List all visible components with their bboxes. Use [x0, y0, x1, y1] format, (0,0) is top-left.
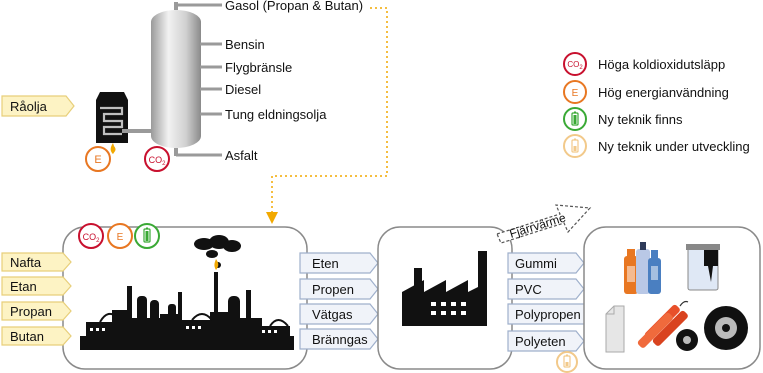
input-label: Etan: [10, 279, 37, 294]
svg-text:CO2: $CO_2$: [82, 232, 100, 244]
intermediate-label: Propen: [312, 282, 354, 297]
intermediate-label: Vätgas: [312, 307, 353, 322]
bucket-icon: [686, 244, 720, 290]
crude-oil-label: Råolja: [10, 99, 47, 114]
fraction-label: Flygbränsle: [225, 60, 293, 75]
distillation-column: [151, 2, 201, 156]
product-arrow: [508, 279, 584, 299]
intermediate-products: [300, 253, 378, 349]
cracker-inputs: [2, 253, 71, 345]
legend-item: [564, 53, 725, 75]
co2-badge: [145, 147, 169, 171]
district-heating-arrow: [497, 205, 590, 243]
legend-item: [564, 81, 729, 103]
legend-item: [564, 135, 750, 157]
intermediate-label: Eten: [312, 256, 339, 271]
intermediate-label: Bränngas: [312, 332, 368, 347]
fraction-label: Gasol (Propan & Butan): [225, 0, 364, 13]
furnace-icon: [96, 92, 128, 154]
input-arrow: [2, 327, 71, 345]
input-arrow: [2, 302, 71, 320]
svg-text:CO2: $CO_2$: [148, 155, 166, 167]
fraction-label: Tung eldningsolja: [225, 107, 327, 122]
product-label: Gummi: [515, 256, 557, 271]
energy-badge: [108, 224, 132, 248]
input-label: Nafta: [10, 255, 42, 270]
input-label: Propan: [10, 304, 52, 319]
district-heating-label: Fjärrvärme: [507, 210, 568, 241]
legend-label: Ny teknik under utveckling: [598, 139, 750, 154]
product-arrows: [508, 253, 592, 351]
svg-text:E: E: [116, 232, 124, 243]
legend-label: Hög energianvändning: [598, 85, 729, 100]
svg-text:CO2: $CO_2$: [567, 60, 583, 71]
legend-label: Höga koldioxidutsläpp: [598, 57, 726, 72]
input-label: Butan: [10, 329, 44, 344]
svg-text:E: E: [94, 154, 102, 166]
fraction-label: Bensin: [225, 37, 265, 52]
energy-badge: [86, 147, 110, 171]
carton-icon: [606, 306, 624, 352]
fraction-labels: [225, 0, 363, 163]
input-arrow: [2, 253, 71, 271]
product-arrow: [508, 331, 584, 351]
product-label: Polypropen: [515, 307, 581, 322]
svg-text:E: E: [571, 88, 579, 99]
intermediate-arrow: [300, 304, 378, 324]
product-arrow: [508, 253, 584, 273]
intermediate-arrow: [300, 279, 378, 299]
input-arrow: [2, 277, 71, 295]
battery-icon: [557, 352, 577, 372]
legend: [564, 53, 750, 157]
legend-label: Ny teknik finns: [598, 112, 683, 127]
product-label: Polyeten: [515, 334, 566, 349]
crude-oil-input: [2, 96, 74, 116]
intermediate-arrow: [300, 329, 378, 349]
battery-icon: [135, 224, 159, 248]
intermediate-arrow: [300, 253, 378, 273]
legend-item: [564, 108, 683, 130]
fraction-label: Diesel: [225, 82, 262, 97]
product-arrow: [508, 304, 592, 324]
co2-badge: [79, 224, 103, 248]
fraction-label: Asfalt: [225, 148, 258, 163]
product-label: PVC: [515, 282, 542, 297]
